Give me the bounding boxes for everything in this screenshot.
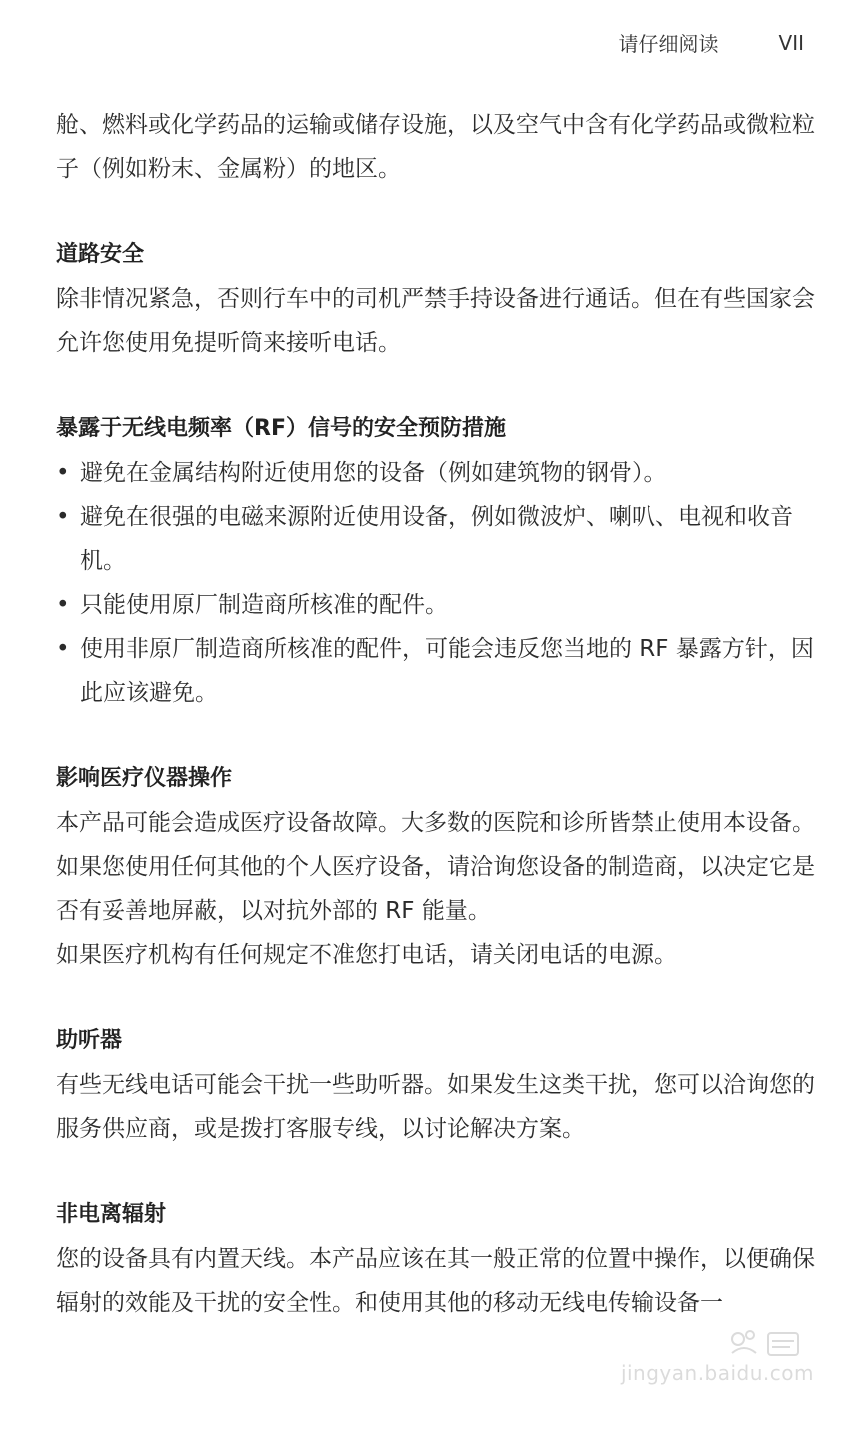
watermark-text: jingyan.baidu.com (620, 1361, 814, 1385)
section-title: 请仔细阅读 (618, 32, 719, 56)
list-item-text: 避免在金属结构附近使用您的设备（例如建筑物的钢骨）。 (80, 460, 667, 486)
road-safety-paragraph: 除非情况紧急，否则行车中的司机严禁手持设备进行通话。但在有些国家会允许您使用免提听筒来接听电话。 (56, 286, 815, 356)
list-item-text: 只能使用原厂制造商所核准的配件。 (80, 592, 448, 618)
medical-paragraph-2: 如果您使用任何其他的个人医疗设备，请洽询您设备的制造商，以决定它是否有妥善地屏蔽，以对抗外部的 RF 能量。 (56, 854, 815, 924)
list-item-text: 使用非原厂制造商所核准的配件，可能会违反您当地的 RF 暴露方针，因此应该避免。 (80, 636, 814, 706)
baidu-jingyan-logo-icon (724, 1327, 804, 1361)
bullet-icon: • (56, 592, 70, 618)
road-safety-heading: 道路安全 (56, 242, 145, 267)
rf-exposure-heading: 暴露于无线电频率（RF）信号的安全预防措施 (56, 416, 506, 441)
medical-heading: 影响医疗仪器操作 (56, 766, 233, 791)
medical-paragraph-3: 如果医疗机构有任何规定不准您打电话，请关闭电话的电源。 (56, 942, 677, 968)
intro-paragraph: 舱、燃料或化学药品的运输或储存设施，以及空气中含有化学药品或微粒粒子（例如粉末、金属粉）的地区。 (56, 112, 815, 182)
non-ionizing-heading: 非电离辐射 (56, 1202, 167, 1227)
list-item (56, 495, 816, 583)
list-item (56, 627, 816, 715)
medical-paragraph-1: 本产品可能会造成医疗设备故障。大多数的医院和诊所皆禁止使用本设备。 (56, 810, 815, 836)
intro-section (56, 103, 816, 191)
rf-exposure-section (56, 407, 816, 715)
document-body (56, 103, 816, 1325)
page-number: VII (778, 30, 804, 55)
road-safety-section (56, 233, 816, 365)
page-header (619, 28, 804, 57)
bullet-icon: • (56, 504, 70, 530)
hearing-aid-heading: 助听器 (56, 1028, 123, 1053)
watermark (614, 1325, 814, 1385)
non-ionizing-paragraph: 您的设备具有内置天线。本产品应该在其一般正常的位置中操作，以便确保辐射的效能及干扰的安全性。和使用其他的移动无线电传输设备一 (56, 1246, 815, 1316)
hearing-aid-section (56, 1019, 816, 1151)
rf-exposure-list (56, 451, 816, 715)
list-item (56, 583, 816, 627)
list-item-text: 避免在很强的电磁来源附近使用设备，例如微波炉、喇叭、电视和收音机。 (80, 504, 793, 574)
list-item (56, 451, 816, 495)
medical-section (56, 757, 816, 977)
hearing-aid-paragraph: 有些无线电话可能会干扰一些助听器。如果发生这类干扰，您可以洽询您的服务供应商，或是拨打客服专线，以讨论解决方案。 (56, 1072, 815, 1142)
bullet-icon: • (56, 460, 70, 486)
non-ionizing-section (56, 1193, 816, 1325)
bullet-icon: • (56, 636, 70, 662)
